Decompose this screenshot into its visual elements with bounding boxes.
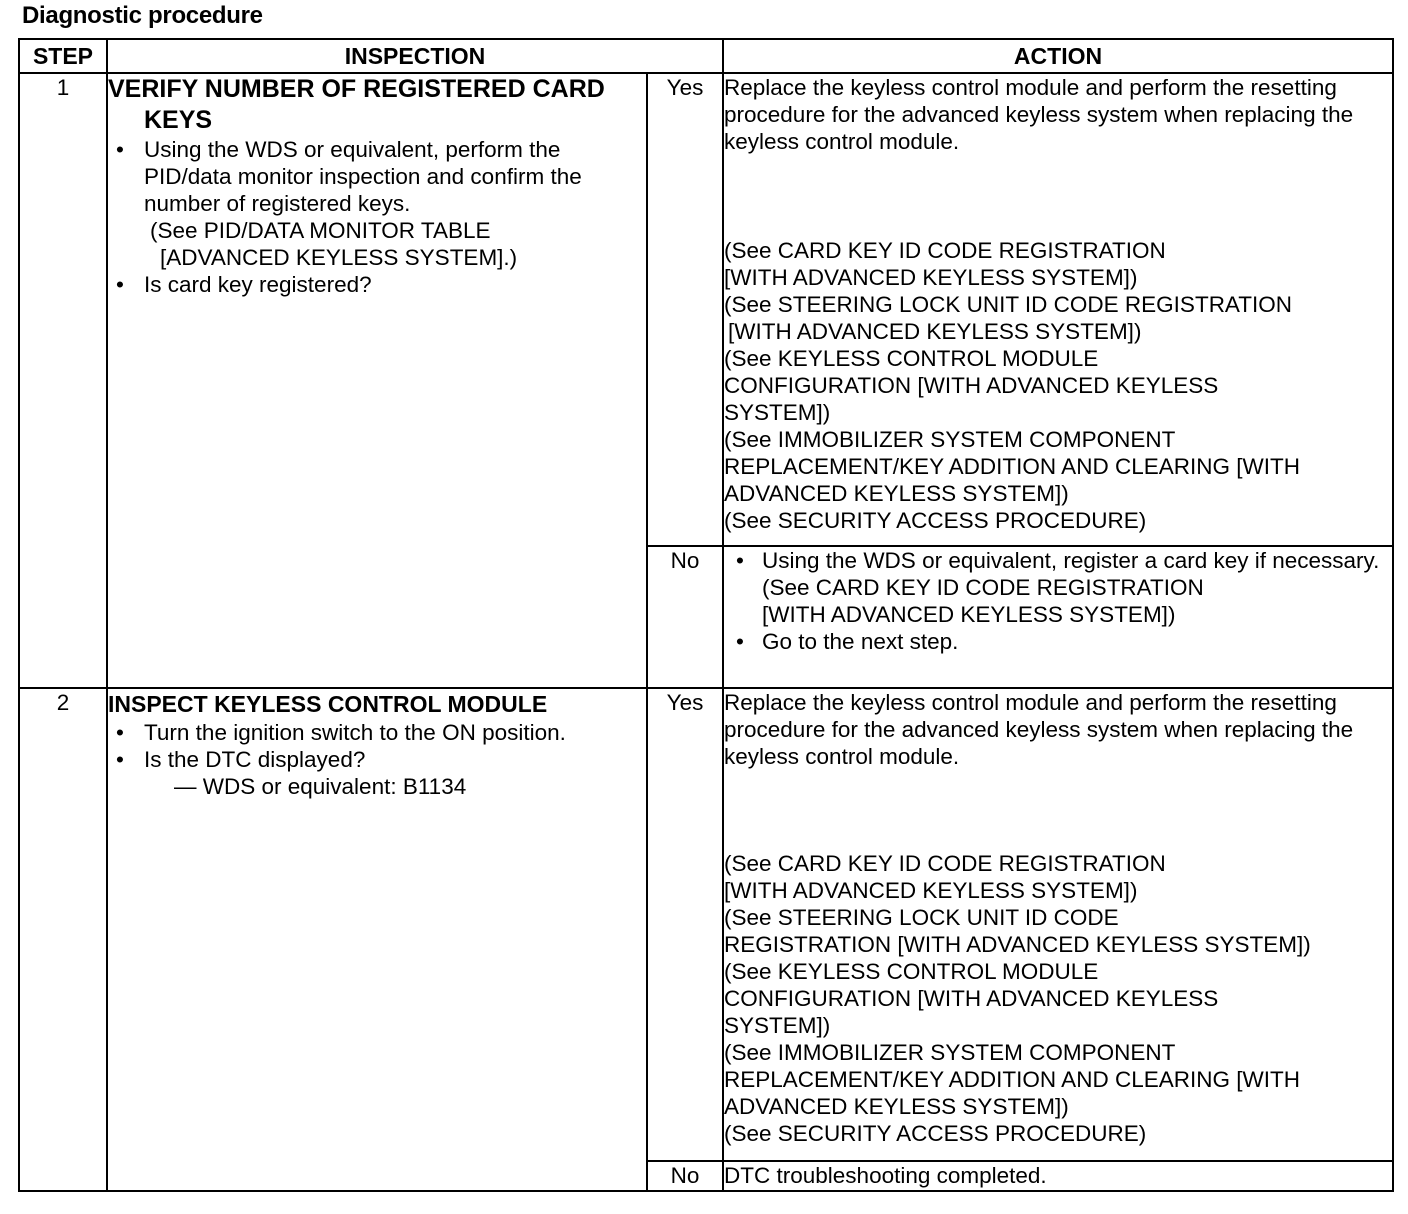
step-2-yes-ref-10: (See SECURITY ACCESS PROCEDURE) xyxy=(724,1121,1147,1147)
step-1-yes-text: Replace the keyless control module and perform the resetting procedure for the advanced keyless system when replacing the keyless control module. xyxy=(724,75,1354,155)
step-2-yes-row xyxy=(19,688,1393,1161)
step-1-bullet-2: • Is card key registered? xyxy=(108,271,646,298)
step-1-ref-line-2: [ADVANCED KEYLESS SYSTEM].) xyxy=(160,245,518,271)
step-1-yes-ref-10: (See SECURITY ACCESS PROCEDURE) xyxy=(724,508,1147,534)
step-1-yes-ref-4: (See KEYLESS CONTROL MODULE xyxy=(724,346,1099,372)
step-1-title: VERIFY NUMBER OF REGISTERED CARD KEYS xyxy=(108,75,605,135)
step-1-no-action xyxy=(723,546,1393,688)
step-2-yes-ref-7: (See IMMOBILIZER SYSTEM COMPONENT xyxy=(724,1040,1176,1066)
step-1-no-ref-2: [WITH ADVANCED KEYLESS SYSTEM]) xyxy=(762,601,1176,627)
step-1-no-label: No xyxy=(647,546,723,688)
step-1-yes-ref-5: CONFIGURATION [WITH ADVANCED KEYLESS xyxy=(724,373,1219,399)
step-1-yes-label: Yes xyxy=(647,73,723,546)
step-2-yes-ref-9: ADVANCED KEYLESS SYSTEM]) xyxy=(724,1094,1069,1120)
step-1-ref-line-1: (See PID/DATA MONITOR TABLE xyxy=(150,218,491,244)
table-header-row xyxy=(19,39,1393,73)
step-2-inspection xyxy=(107,688,647,1191)
step-2-no-label: No xyxy=(647,1161,723,1191)
step-2-yes-ref-4: (See KEYLESS CONTROL MODULE xyxy=(724,959,1099,985)
diagnostic-procedure-table xyxy=(18,38,1394,1192)
step-2-yes-action xyxy=(723,688,1393,1161)
step-1-no-bullet-2: • Go to the next step. xyxy=(724,628,1392,655)
step-1-yes-ref-3: [WITH ADVANCED KEYLESS SYSTEM]) xyxy=(728,319,1142,345)
step-1-bullet-1: • Using the WDS or equivalent, perform the PID/data monitor inspection and confirm the number of registered keys. (See PID/DATA MONITOR TABLE [ADVANCED KEYLESS SYSTEM].) xyxy=(108,136,646,271)
step-1-yes-action xyxy=(723,73,1393,546)
step-1-no-bullet-1: • Using the WDS or equivalent, register a card key if necessary. (See CARD KEY ID CODE REGISTRATION [WITH ADVANCED KEYLESS SYSTEM]) xyxy=(724,547,1392,628)
header-action: ACTION xyxy=(723,39,1393,73)
step-2-yes-ref-0: (See CARD KEY ID CODE REGISTRATION xyxy=(724,851,1166,877)
step-1-yes-ref-6: SYSTEM]) xyxy=(724,400,831,426)
step-2-title: INSPECT KEYLESS CONTROL MODULE xyxy=(108,691,548,718)
step-2-yes-ref-3: REGISTRATION [WITH ADVANCED KEYLESS SYSTEM]) xyxy=(724,932,1311,958)
step-1-inspection xyxy=(107,73,647,688)
step-1-yes-ref-7: (See IMMOBILIZER SYSTEM COMPONENT xyxy=(724,427,1176,453)
step-2-no-action: DTC troubleshooting completed. xyxy=(723,1161,1393,1191)
page-title: Diagnostic procedure xyxy=(22,2,263,29)
step-2-dtc-line: — WDS or equivalent: B1134 xyxy=(174,774,467,800)
step-2-yes-ref-8: REPLACEMENT/KEY ADDITION AND CLEARING [WITH xyxy=(724,1067,1300,1093)
header-step: STEP xyxy=(19,39,107,73)
step-1-no-ref-1: (See CARD KEY ID CODE REGISTRATION xyxy=(762,574,1204,600)
step-2-yes-ref-1: [WITH ADVANCED KEYLESS SYSTEM]) xyxy=(724,878,1138,904)
step-1-yes-row xyxy=(19,73,1393,546)
step-1-yes-ref-2: (See STEERING LOCK UNIT ID CODE REGISTRATION xyxy=(724,292,1293,318)
step-2-yes-ref-2: (See STEERING LOCK UNIT ID CODE xyxy=(724,905,1119,931)
step-2-number: 2 xyxy=(19,688,107,1191)
step-2-yes-ref-6: SYSTEM]) xyxy=(724,1013,831,1039)
step-2-yes-label: Yes xyxy=(647,688,723,1161)
step-1-yes-ref-8: REPLACEMENT/KEY ADDITION AND CLEARING [WITH xyxy=(724,454,1300,480)
step-1-yes-ref-1: [WITH ADVANCED KEYLESS SYSTEM]) xyxy=(724,265,1138,291)
step-1-yes-ref-9: ADVANCED KEYLESS SYSTEM]) xyxy=(724,481,1069,507)
step-2-yes-ref-5: CONFIGURATION [WITH ADVANCED KEYLESS xyxy=(724,986,1219,1012)
header-inspection: INSPECTION xyxy=(107,39,723,73)
step-1-yes-ref-0: (See CARD KEY ID CODE REGISTRATION xyxy=(724,238,1166,264)
step-2-yes-text: Replace the keyless control module and perform the resetting procedure for the advanced keyless system when replacing the keyless control module. xyxy=(724,690,1354,770)
step-2-bullet-2: • Is the DTC displayed? — WDS or equivalent: B1134 xyxy=(108,746,646,800)
step-1-number: 1 xyxy=(19,73,107,688)
step-2-bullet-1: • Turn the ignition switch to the ON position. xyxy=(108,719,646,746)
